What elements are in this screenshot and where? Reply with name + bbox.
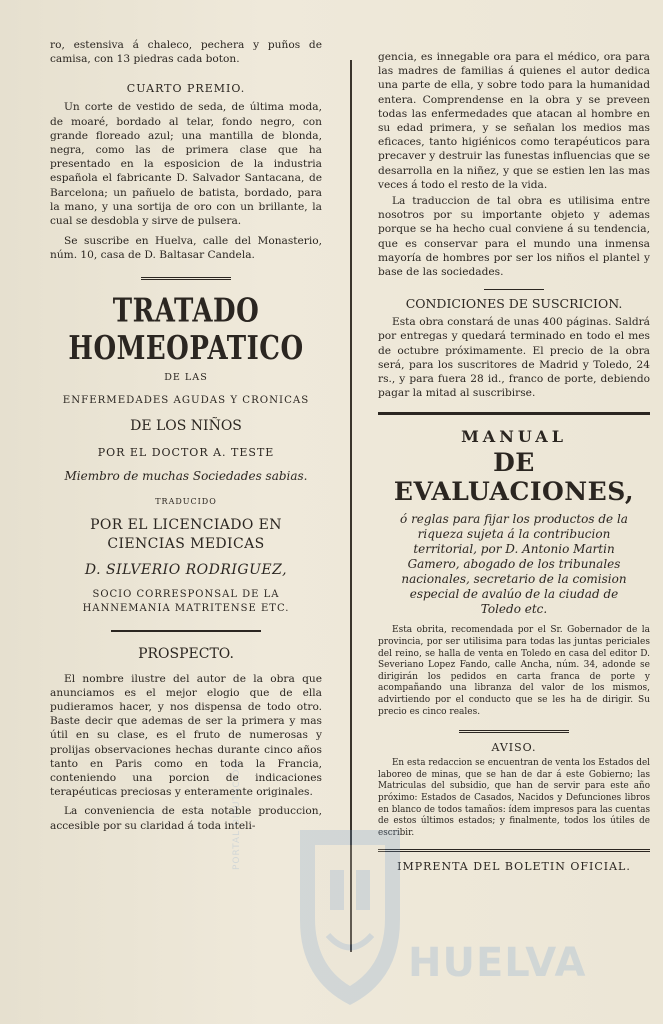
socio-label: SOCIO CORRESPONSAL DE LA HANNEMANIA MATRITENSE ETC. xyxy=(82,588,290,614)
left-column xyxy=(50,38,322,833)
column-divider xyxy=(350,60,352,952)
intro-text: ro, estensiva á chaleco, pechera y puños de camisa, con 13 piedras cada boton. xyxy=(50,39,322,66)
cuarto-premio-text: Un corte de vestido de seda, de última moda, de moaré, bordado al telar, fondo negro, con grande floreado azul; una mantilla de blonda, negra, como las de primera clase que ha presentado en la esposicion de la industria española el fabricante D. Salvador Santacana, de Barcelona; un pañuelo de batista, bordado, para la mano, y una sortija de oro con un brillante, la cual se desdobla y sirve de pulsera. xyxy=(50,101,322,228)
watermark-side-text: PORTAL DIPUTACIÓN xyxy=(232,760,242,870)
thick-rule xyxy=(378,412,650,415)
suscribe-text: Se suscribe en Huelva, calle del Monasterio, núm. 10, casa de D. Baltasar Candela. xyxy=(50,235,322,262)
prospecto-p2: La conveniencia de esta notable produccion, accesible por su claridad á toda inteli- xyxy=(50,805,322,832)
condiciones-heading: CONDICIONES DE SUSCRICION. xyxy=(405,296,623,312)
tratado-title: TRATADO HOMEOPATICO xyxy=(68,292,304,368)
aviso-text: En esta redaccion se encuentran de venta los Estados del laboreo de minas, que se han de dar á este Gobierno; las Matriculas del subsidio, que han de servir para este año próximo: Estados de Casados, Nacidos y Defunciones libros en blanco de todos tamaños: ídem impresos para las cuentas de estos últimos estados; y finalmente, todos los útiles de escribir. xyxy=(378,758,650,838)
evaluaciones-subtitle: ó reglas para fijar los productos de la riqueza sujeta á la contribucion territorial, por D. Antonio Martin Gamero, abogado de los tribunales nacionales, secretario de la comision especial de avalúo de la ciudad de Toledo etc. xyxy=(400,512,628,617)
aviso-rule xyxy=(459,730,569,733)
section-rule xyxy=(141,277,231,280)
cuarto-premio-heading: CUARTO PREMIO. xyxy=(126,82,246,96)
bottom-rule xyxy=(378,849,650,852)
right-column xyxy=(378,50,650,873)
continuation-p1: gencia, es innegable ora para el médico, ora para las madres de familias á quienes el autor dedica una parte de ella, y sobre todo para la humanidad entera. Comprendense en la obra y se preveen todas las enfermedades que atacan al hombre en su edad primera, y se señalan los medios mas eficaces, tanto higiénicos como terapéuticos para precaver y destruir las funestas influencias que se desarrolla en la niñez, y que se estien len las mas veces á todo el resto de la vida. xyxy=(378,51,650,191)
ornament-rule xyxy=(111,630,261,632)
miembro-label: Miembro de muchas Sociedades sabias. xyxy=(64,468,308,483)
imprenta-label: IMPRENTA DEL BOLETIN OFICIAL. xyxy=(397,860,631,874)
de-los-ninos-label: DE LOS NIÑOS xyxy=(130,417,242,434)
small-rule xyxy=(484,289,544,290)
prospecto-heading: PROSPECTO. xyxy=(138,645,234,662)
silverio-label: D. SILVERIO RODRIGUEZ, xyxy=(84,561,288,578)
por-doctor-label: POR EL DOCTOR A. TESTE xyxy=(97,445,275,459)
enfermedades-label: ENFERMEDADES AGUDAS Y CRONICAS xyxy=(62,394,310,406)
continuation-p2: La traduccion de tal obra es utilisima entre nosotros por su importante objeto y ademas porque se ha hecho cual conviene á su tendencia, que es conservar para el mundo una inmensa mayoría de hombres por ser los niños el plantel y base de las sociedades. xyxy=(378,195,650,279)
por-licenciado-label: POR EL LICENCIADO EN CIENCIAS MEDICAS xyxy=(90,516,282,552)
prospecto-p1: El nombre ilustre del autor de la obra que anunciamos es el mejor elogio que de ella pudieramos hacer, y nos dispensa de todo otro. Baste decir que ademas de ser la primera y mas útil en su clase, es el fruto de numerosas y prolijas observaciones hechas durante cinco años tanto en Paris como en toda la Francia, conteniendo una porcion de indicaciones terapéuticas preciosas y enteramente originales. xyxy=(50,672,322,799)
watermark-text: HUELVA xyxy=(408,940,587,986)
aviso-heading: AVISO. xyxy=(491,741,537,755)
obrita-text: Esta obrita, recomendada por el Sr. Gobernador de la provincia, por ser utilisima para todas las juntas periciales del reino, se halla de venta en Toledo en casa del editor D. Severiano Lopez Fando, calle Ancha, núm. 34, adonde se dirigirán los pedidos en carta franca de porte y acompañando una libranza del valor de los mismos, advirtiendo por el conducto que se les ha de dirigir. Su precio es cinco reales. xyxy=(378,625,650,717)
manual-title: MANUAL xyxy=(461,427,567,447)
traducido-label: TRADUCIDO xyxy=(155,496,217,506)
de-las-label: DE LAS xyxy=(164,371,208,383)
evaluaciones-title: DE EVALUACIONES, xyxy=(393,448,635,507)
condiciones-text: Esta obra constará de unas 400 páginas. Saldrá por entregas y quedará terminado en todo el mes de octubre próximamente. El precio de la obra será, para los suscritores de Madrid y Toledo, 24 rs., y para fuera 28 id., franco de porte, debiendo pagar la mitad al suscribirse. xyxy=(378,316,650,400)
